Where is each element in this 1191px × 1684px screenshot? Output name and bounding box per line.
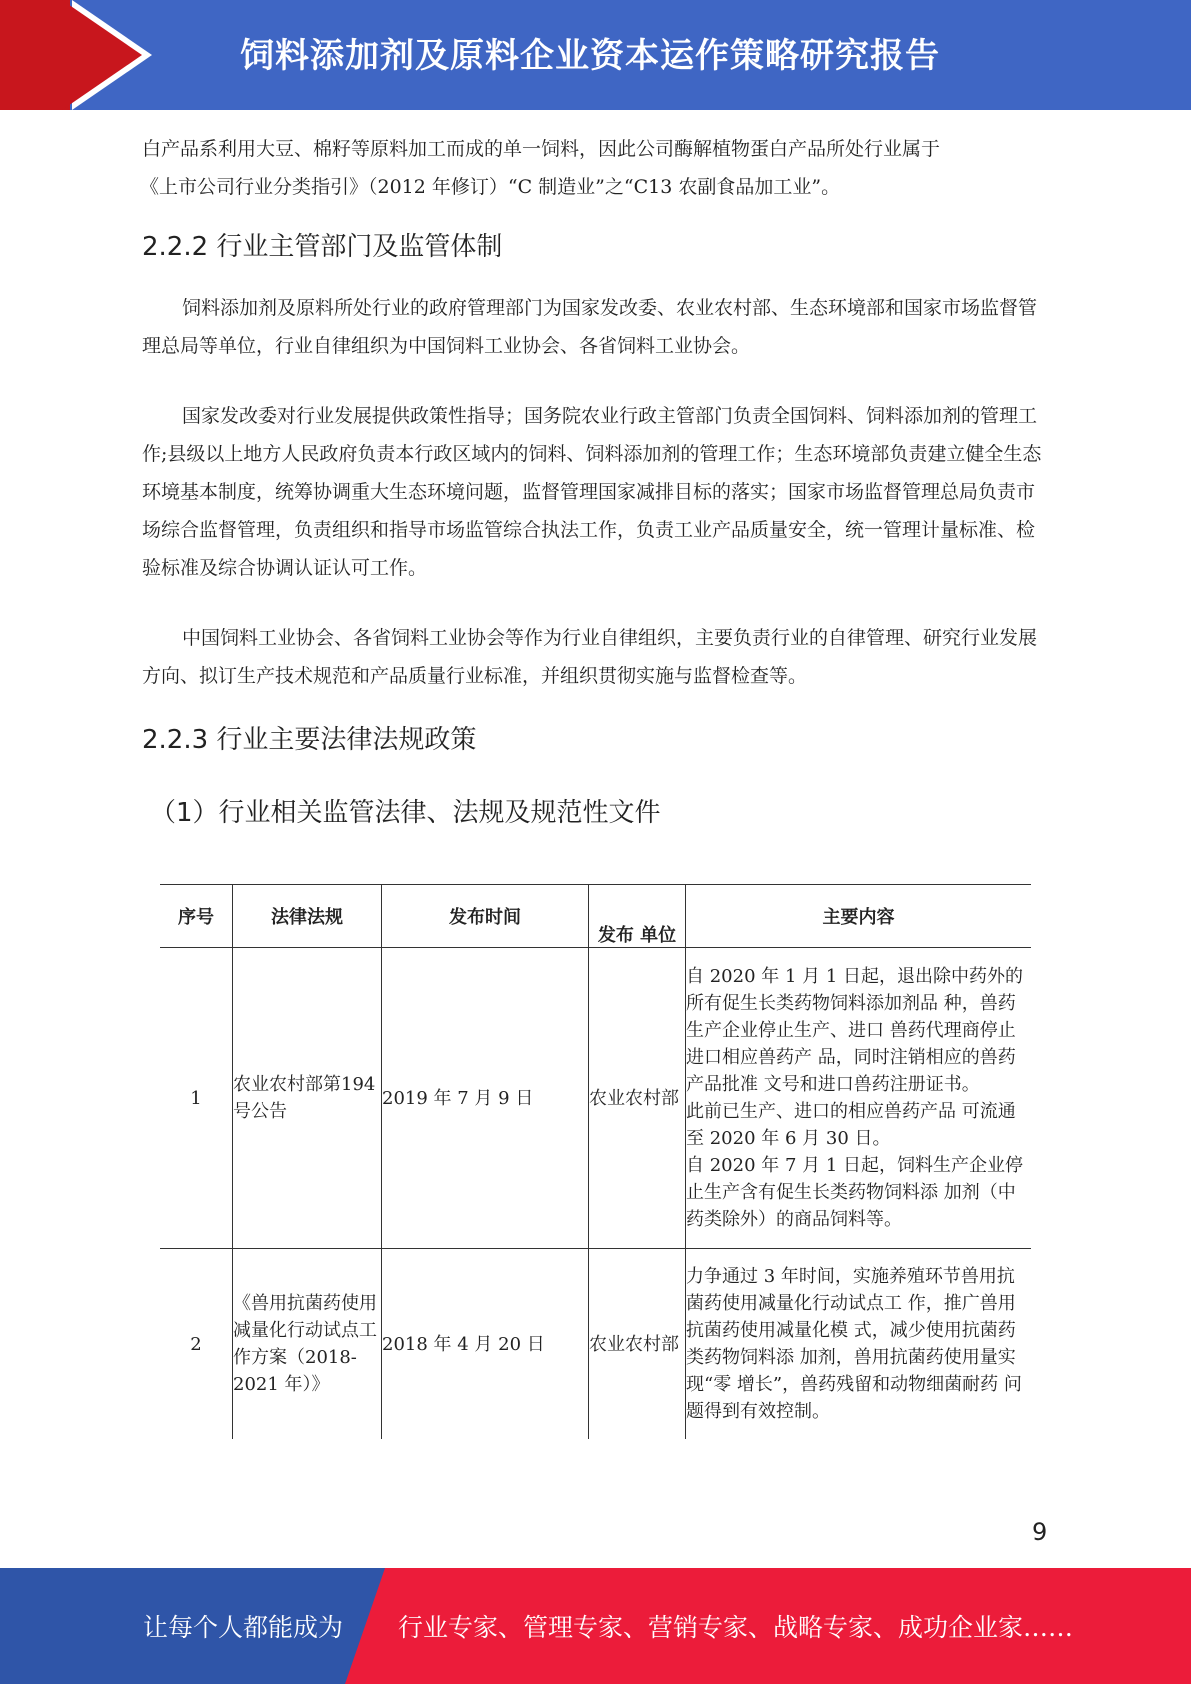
section-222-para-1: 饲料添加剂及原料所处行业的政府管理部门为国家发改委、农业农村部、生态环境部和国家市场监督管理总局等单位，行业自律组织为中国饲料工业协会、各省饲料工业协会。 xyxy=(142,297,1038,357)
row-content xyxy=(686,948,1032,1249)
table-row xyxy=(160,1249,1031,1440)
section-heading-222: 2.2.2 行业主管部门及监管体制 xyxy=(142,232,503,262)
section-heading-223: 2.2.3 行业主要法律法规政策 xyxy=(142,725,477,755)
row-content xyxy=(686,1249,1032,1440)
row-content-line: 此前已生产、进口的相应兽药产品 可流通至 2020 年 6 月 30 日。 xyxy=(686,1101,1016,1149)
page-footer xyxy=(0,1568,1191,1684)
row-date: 2018 年 4 月 20 日 xyxy=(382,1249,589,1440)
footer-blue-slant xyxy=(345,1568,385,1684)
page-header xyxy=(0,0,1191,110)
row-content-line: 力争通过 3 年时间，实施养殖环节兽用抗菌药使用减量化行动试点工 作，推广兽用抗菌药使用减量化模 式，减少使用抗菌药类药物饲料添 加剂，兽用抗菌药使用量实现“零 增长”，兽药残留和动物细菌耐药 问题得到有效控制。 xyxy=(686,1266,1022,1422)
row-no: 1 xyxy=(160,948,233,1249)
row-content-line: 自 2020 年 1 月 1 日起，退出除中药外的所有促生长类药物饲料添加剂品 种，兽药生产企业停止生产、进口 兽药代理商停止进口相应兽药产 品，同时注销相应的兽药产品批准 文号和进口兽药注册证书。 xyxy=(686,966,1024,1095)
section-222-para-3: 中国饲料工业协会、各省饲料工业协会等作为行业自律组织，主要负责行业的自律管理、研究行业发展方向、拟订生产技术规范和产品质量行业标准，并组织贯彻实施与监督检查等。 xyxy=(142,627,1038,687)
row-no: 2 xyxy=(160,1249,233,1440)
intro-line-2: 《上市公司行业分类指引》（2012 年修订）“C 制造业”之“C13 农副食品加工业”。 xyxy=(140,176,841,198)
row-org: 农业农村部 xyxy=(589,948,686,1249)
page-number: 9 xyxy=(1032,1518,1048,1546)
header-red-block xyxy=(0,0,70,110)
row-content-line: 自 2020 年 7 月 1 日起，饲料生产企业停止生产含有促生长类药物饲料添 加剂（中药类除外）的商品饲料等。 xyxy=(686,1155,1024,1230)
col-header-content: 主要内容 xyxy=(686,885,1032,948)
intro-line-1: 白产品系利用大豆、棉籽等原料加工而成的单一饲料，因此公司酶解植物蛋白产品所处行业属于 xyxy=(142,138,941,160)
footer-slogan-right: 行业专家、管理专家、营销专家、战略专家、成功企业家…… xyxy=(398,1613,1074,1642)
report-title: 饲料添加剂及原料企业资本运作策略研究报告 xyxy=(240,36,940,76)
table-row xyxy=(160,948,1031,1249)
table-header-row xyxy=(160,885,1031,948)
regulations-table xyxy=(160,884,1031,1439)
subsection-heading-1: （1）行业相关监管法律、法规及规范性文件 xyxy=(150,798,661,828)
col-header-org: 发布 单位 xyxy=(589,885,686,948)
col-header-no: 序号 xyxy=(160,885,233,948)
row-law: 农业农村部第194 号公告 xyxy=(233,948,382,1249)
section-222-para-2: 国家发改委对行业发展提供政策性指导；国务院农业行政主管部门负责全国饲料、饲料添加剂的管理工作;县级以上地方人民政府负责本行政区域内的饲料、饲料添加剂的管理工作；生态环境部负责建立健全生态环境基本制度，统筹协调重大生态环境问题，监督管理国家减排目标的落实；国家市场监督管理总局负责市场综合监督管理，负责组织和指导市场监管综合执法工作，负责工业产品质量安全，统一管理计量标准、检验标准及综合协调认证认可工作。 xyxy=(142,405,1042,579)
row-law: 《兽用抗菌药使用减量化行动试点工作方案（2018- 2021 年）》 xyxy=(233,1249,382,1440)
header-arrow-red xyxy=(62,0,142,110)
col-header-date: 发布时间 xyxy=(382,885,589,948)
col-header-law: 法律法规 xyxy=(233,885,382,948)
row-date: 2019 年 7 月 9 日 xyxy=(382,948,589,1249)
row-org: 农业农村部 xyxy=(589,1249,686,1440)
footer-slogan-left: 让每个人都能成为 xyxy=(143,1613,344,1642)
page-content xyxy=(142,130,1047,829)
